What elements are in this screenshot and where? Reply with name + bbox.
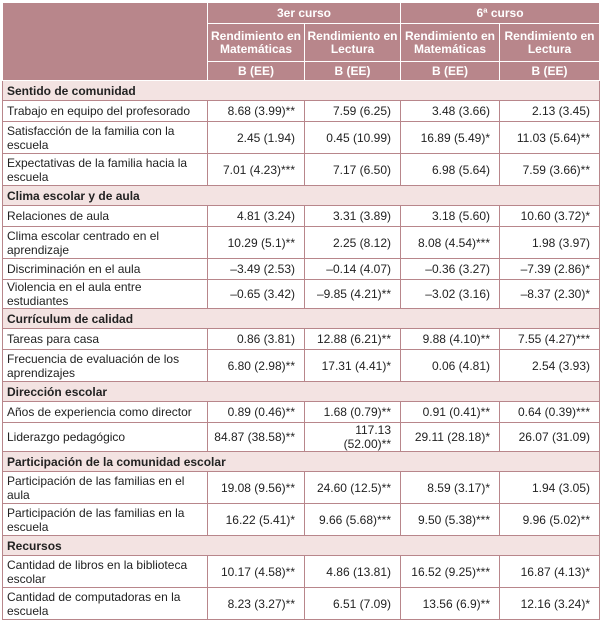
value-cell: 16.52 (9.25)*** (401, 556, 500, 588)
table-row (3, 259, 600, 280)
table-row (3, 504, 600, 536)
subject-header: Rendimiento en Matemáticas (208, 24, 305, 62)
value-cell: –7.39 (2.86)* (500, 259, 600, 280)
value-cell: 0.06 (4.81) (401, 350, 500, 382)
table-row (3, 472, 600, 504)
value-cell: –9.85 (4.21)** (305, 280, 401, 309)
value-cell: 2.45 (1.94) (208, 122, 305, 154)
table-row (3, 423, 600, 452)
table-row (3, 122, 600, 154)
value-cell: 0.64 (0.39)*** (500, 402, 600, 423)
value-cell: 11.03 (5.64)** (500, 122, 600, 154)
value-cell: 2.25 (8.12) (305, 227, 401, 259)
value-cell: –0.65 (3.42) (208, 280, 305, 309)
subject-header: Rendimiento en Lectura (500, 24, 600, 62)
value-cell: 0.45 (10.99) (305, 122, 401, 154)
value-cell: 16.22 (5.41)* (208, 504, 305, 536)
value-cell: 7.59 (6.25) (305, 101, 401, 122)
value-cell: 10.17 (4.58)** (208, 556, 305, 588)
value-cell: 19.08 (9.56)** (208, 472, 305, 504)
value-cell: 16.87 (4.13)* (500, 556, 600, 588)
value-cell: 7.01 (4.23)*** (208, 154, 305, 186)
value-cell: –0.14 (4.07) (305, 259, 401, 280)
table-row (3, 329, 600, 350)
row-label: Tareas para casa (3, 329, 208, 350)
section-row (3, 186, 600, 206)
value-cell: 0.89 (0.46)** (208, 402, 305, 423)
row-label: Cantidad de computadoras en la escuela (3, 588, 208, 620)
value-cell: 7.59 (3.66)** (500, 154, 600, 186)
value-cell: –8.37 (2.30)* (500, 280, 600, 309)
table-row (3, 588, 600, 620)
value-cell: 3.18 (5.60) (401, 206, 500, 227)
value-cell: 4.86 (13.81) (305, 556, 401, 588)
value-cell: 12.16 (3.24)* (500, 588, 600, 620)
value-cell: –0.36 (3.27) (401, 259, 500, 280)
section-row (3, 309, 600, 329)
row-label: Frecuencia de evaluación de los aprendizajes (3, 350, 208, 382)
unit-header: B (EE) (401, 62, 500, 81)
value-cell: 2.13 (3.45) (500, 101, 600, 122)
value-cell: 0.86 (3.81) (208, 329, 305, 350)
subject-header: Rendimiento en Matemáticas (401, 24, 500, 62)
section-title: Recursos (3, 536, 600, 556)
value-cell: –3.02 (3.16) (401, 280, 500, 309)
value-cell: 6.51 (7.09) (305, 588, 401, 620)
grade-3-header: 3er curso (208, 3, 401, 24)
unit-header: B (EE) (500, 62, 600, 81)
value-cell: –3.49 (2.53) (208, 259, 305, 280)
value-cell: 6.98 (5.64) (401, 154, 500, 186)
row-label: Años de experiencia como director (3, 402, 208, 423)
value-cell: 16.89 (5.49)* (401, 122, 500, 154)
row-label: Relaciones de aula (3, 206, 208, 227)
section-title: Currículum de calidad (3, 309, 600, 329)
section-row (3, 81, 600, 101)
value-cell: 26.07 (31.09) (500, 423, 600, 452)
row-label: Satisfacción de la familia con la escuela (3, 122, 208, 154)
value-cell: 8.68 (3.99)** (208, 101, 305, 122)
section-row (3, 536, 600, 556)
section-title: Dirección escolar (3, 382, 600, 402)
table-row (3, 402, 600, 423)
section-row (3, 452, 600, 472)
value-cell: 8.08 (4.54)*** (401, 227, 500, 259)
unit-header: B (EE) (305, 62, 401, 81)
row-label: Clima escolar centrado en el aprendizaje (3, 227, 208, 259)
value-cell: 24.60 (12.5)** (305, 472, 401, 504)
row-label: Participación de las familias en el aula (3, 472, 208, 504)
value-cell: 10.60 (3.72)* (500, 206, 600, 227)
section-title: Sentido de comunidad (3, 81, 600, 101)
table-row (3, 206, 600, 227)
table-row (3, 101, 600, 122)
value-cell: 8.59 (3.17)* (401, 472, 500, 504)
header-corner (3, 3, 208, 81)
table-header (3, 3, 600, 81)
table-body (3, 81, 600, 620)
row-label: Participación de las familias en la escuela (3, 504, 208, 536)
section-row (3, 382, 600, 402)
value-cell: 4.81 (3.24) (208, 206, 305, 227)
value-cell: 13.56 (6.9)** (401, 588, 500, 620)
value-cell: 10.29 (5.1)** (208, 227, 305, 259)
row-label: Discriminación en el aula (3, 259, 208, 280)
row-label: Violencia en el aula entre estudiantes (3, 280, 208, 309)
value-cell: 9.88 (4.10)** (401, 329, 500, 350)
grade-6-header: 6ª curso (401, 3, 600, 24)
row-label: Trabajo en equipo del profesorado (3, 101, 208, 122)
value-cell: 6.80 (2.98)** (208, 350, 305, 382)
table-row (3, 556, 600, 588)
value-cell: 84.87 (38.58)** (208, 423, 305, 452)
table-row (3, 350, 600, 382)
value-cell: 3.48 (3.66) (401, 101, 500, 122)
value-cell: 117.13 (52.00)** (305, 423, 401, 452)
row-label: Cantidad de libros en la biblioteca escolar (3, 556, 208, 588)
value-cell: 3.31 (3.89) (305, 206, 401, 227)
section-title: Participación de la comunidad escolar (3, 452, 600, 472)
value-cell: 9.66 (5.68)*** (305, 504, 401, 536)
value-cell: 9.50 (5.38)*** (401, 504, 500, 536)
table-row (3, 154, 600, 186)
value-cell: 7.17 (6.50) (305, 154, 401, 186)
value-cell: 2.54 (3.93) (500, 350, 600, 382)
value-cell: 17.31 (4.41)* (305, 350, 401, 382)
value-cell: 7.55 (4.27)*** (500, 329, 600, 350)
row-label: Expectativas de la familia hacia la escuela (3, 154, 208, 186)
value-cell: 1.68 (0.79)** (305, 402, 401, 423)
value-cell: 1.94 (3.05) (500, 472, 600, 504)
table-row (3, 227, 600, 259)
value-cell: 29.11 (28.18)* (401, 423, 500, 452)
value-cell: 12.88 (6.21)** (305, 329, 401, 350)
table-row (3, 280, 600, 309)
section-title: Clima escolar y de aula (3, 186, 600, 206)
value-cell: 8.23 (3.27)** (208, 588, 305, 620)
value-cell: 9.96 (5.02)** (500, 504, 600, 536)
value-cell: 1.98 (3.97) (500, 227, 600, 259)
subject-header: Rendimiento en Lectura (305, 24, 401, 62)
results-table (2, 2, 600, 620)
value-cell: 0.91 (0.41)** (401, 402, 500, 423)
unit-header: B (EE) (208, 62, 305, 81)
row-label: Liderazgo pedagógico (3, 423, 208, 452)
